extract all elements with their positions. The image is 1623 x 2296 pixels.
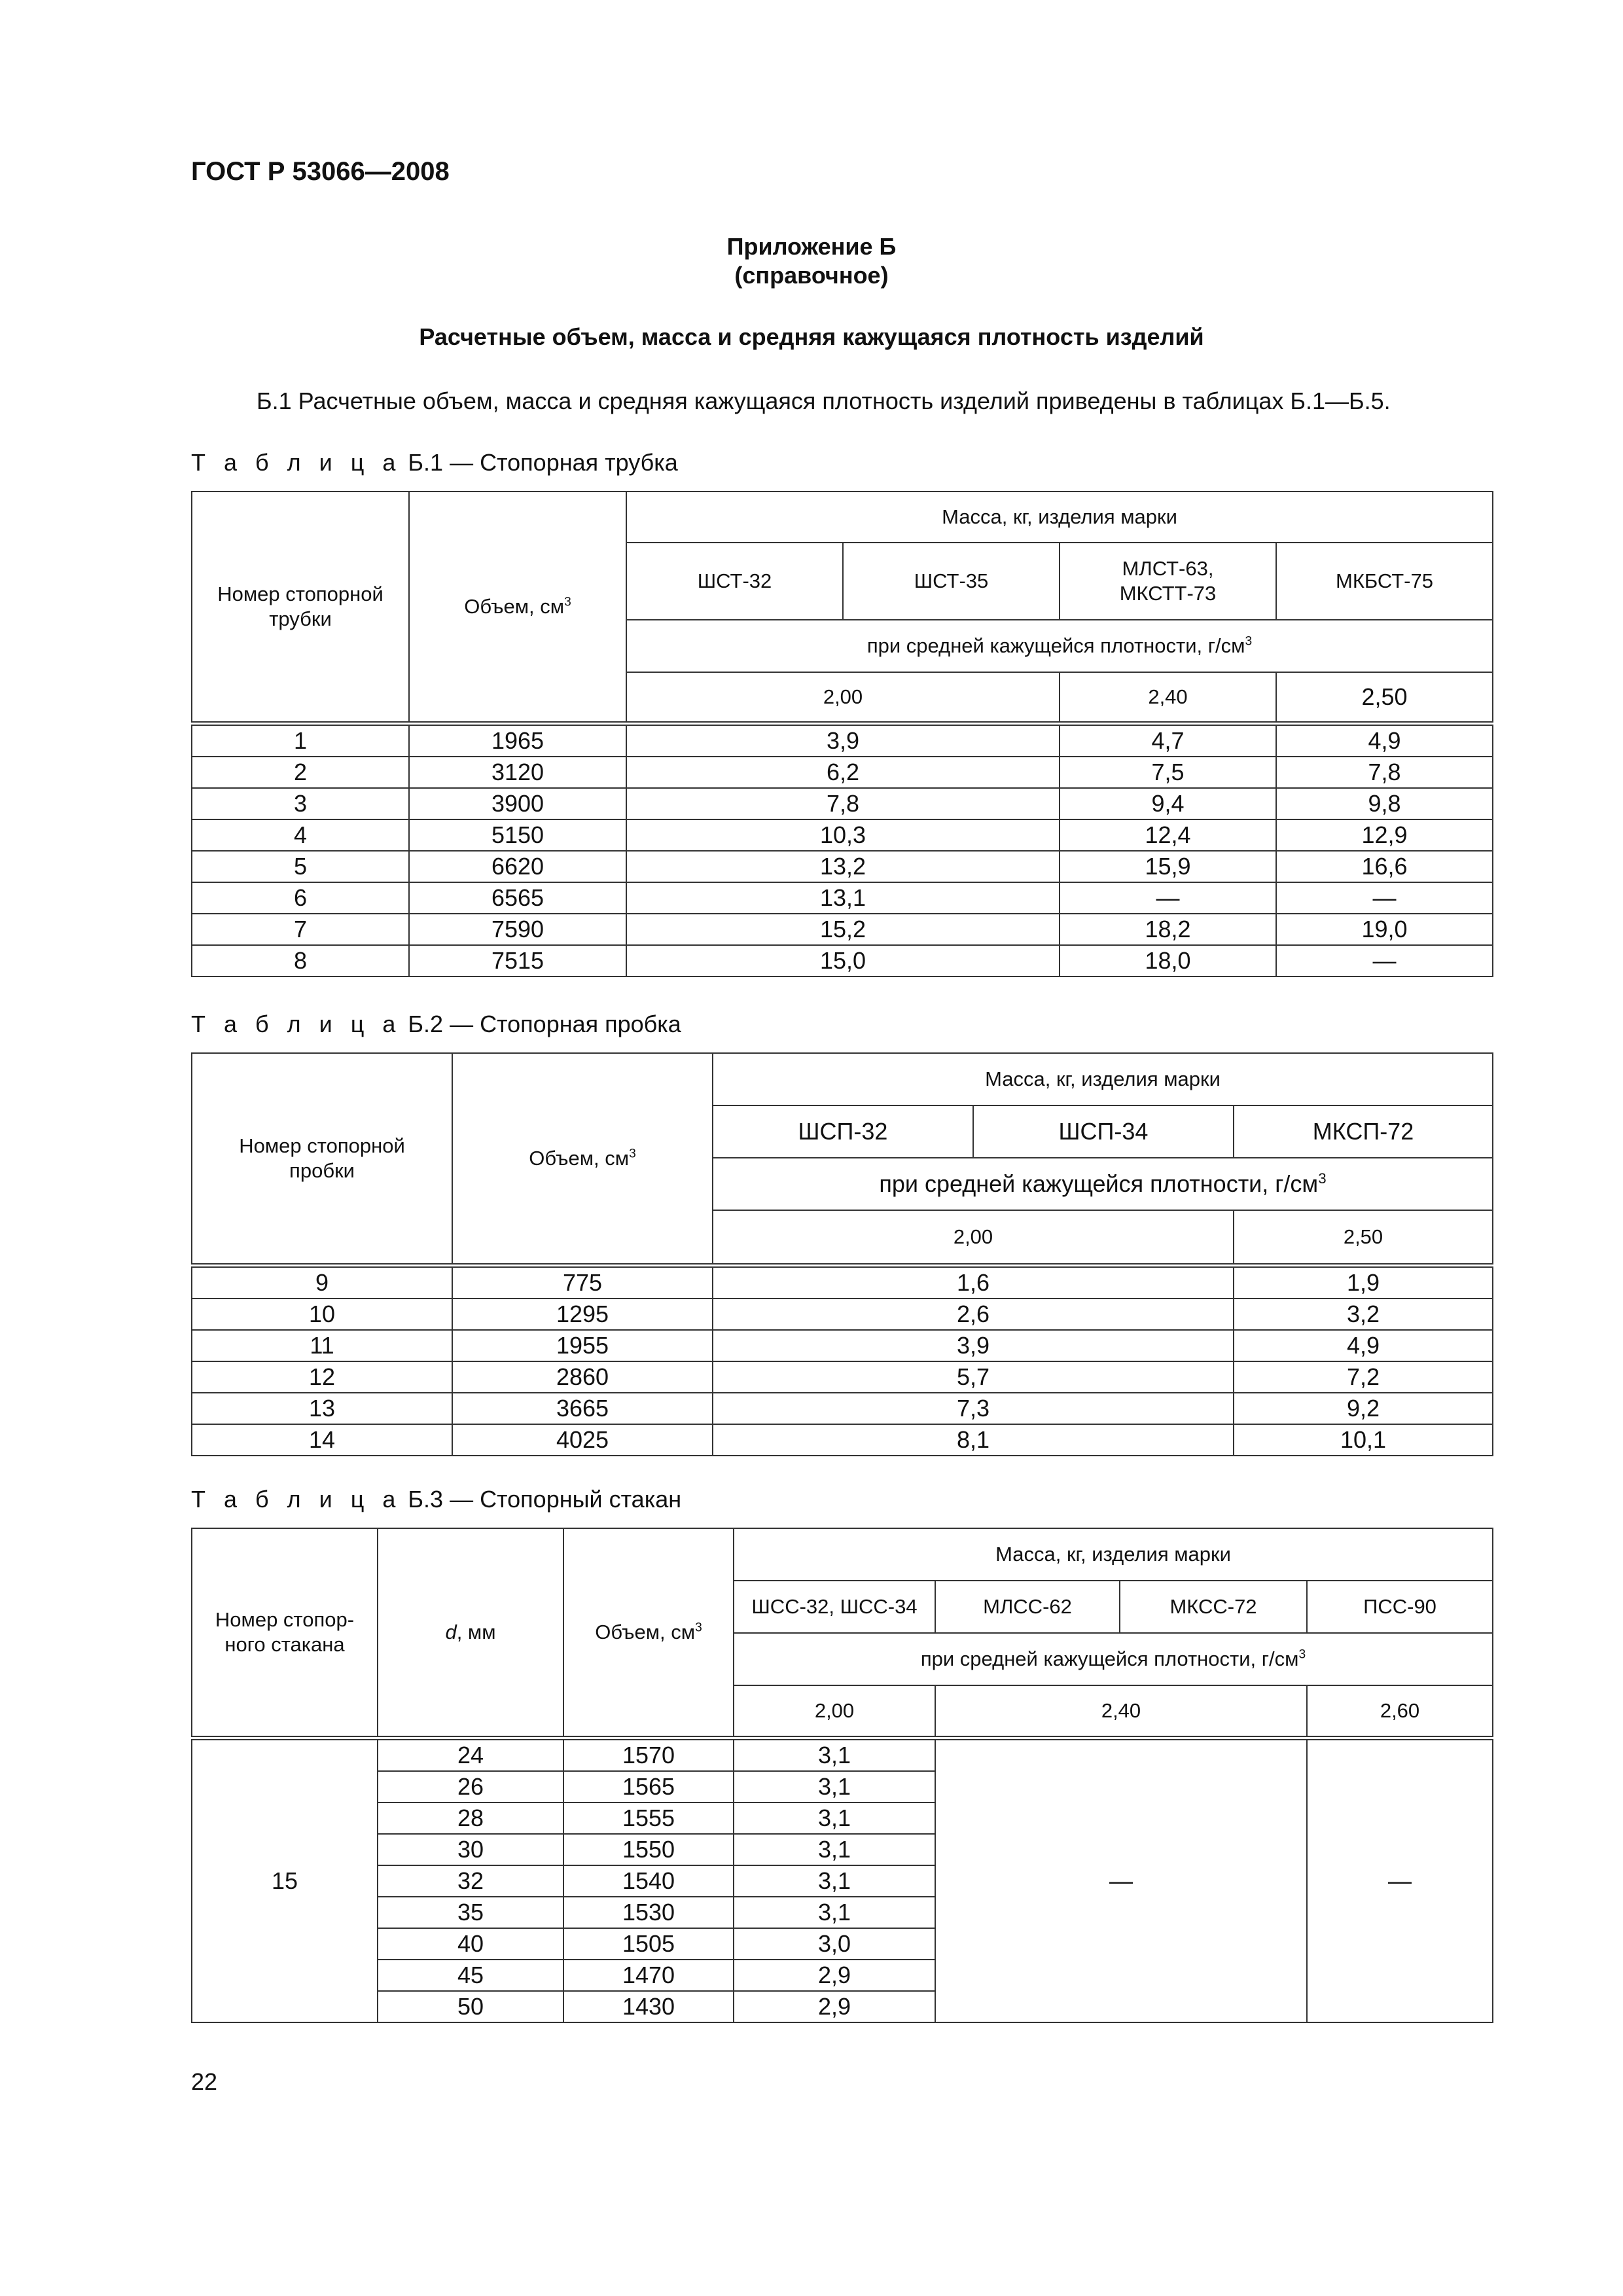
table-cell: 12,4 [1060,819,1276,851]
grade-header: МКСП-72 [1234,1105,1493,1158]
table-title: Б.3 — Стопорный стакан [408,1486,682,1513]
table-cell: 3,1 [734,1865,935,1897]
table-cell: 1295 [452,1299,713,1330]
col-header-mass: Масса, кг, изделия марки [713,1053,1493,1105]
table-row [192,945,1493,977]
table-cell: 1570 [563,1738,734,1771]
table-cell: 12 [192,1361,452,1393]
group-number-cell: 15 [192,1738,378,2022]
table-cell: 19,0 [1276,914,1493,945]
table-cell: 1470 [563,1960,734,1991]
table-cell: 3,1 [734,1738,935,1771]
table-label: Т а б л и ц а [191,1011,402,1037]
table-cell: 7,3 [713,1393,1234,1424]
table-cell: 2,9 [734,1960,935,1991]
table-cell: 6,2 [626,757,1060,788]
col-header-number: Номер стопорной пробки [192,1053,452,1265]
table-cell: 5150 [409,819,626,851]
table-cell: 4,9 [1276,723,1493,757]
grade-header: ШСС-32, ШСС-34 [734,1581,935,1633]
table-cell: 12,9 [1276,819,1493,851]
table-cell: 7 [192,914,409,945]
table-cell: 4025 [452,1424,713,1456]
appendix-kind: (справочное) [734,262,889,289]
table-cell: 1,9 [1234,1265,1493,1299]
table-cell: 13 [192,1393,452,1424]
table-cell: 10,3 [626,819,1060,851]
table-cell: 1 [192,723,409,757]
page-number: 22 [191,2068,218,2095]
table-cell: 32 [378,1865,563,1897]
density-value: 2,40 [935,1685,1307,1738]
table-cell: 8 [192,945,409,977]
table-cell: 7,2 [1234,1361,1493,1393]
table-cell: 18,0 [1060,945,1276,977]
table-cell: 3,9 [626,723,1060,757]
table-cell: 11 [192,1330,452,1361]
grade-header: ШСП-32 [713,1105,973,1158]
intro-paragraph: Б.1 Расчетные объем, масса и средняя кажущаяся плотность изделий приведены в таблицах Б.1—Б.5. [257,387,1391,414]
table-cell: 4,9 [1234,1330,1493,1361]
table-cell: 45 [378,1960,563,1991]
table-row [192,819,1493,851]
table-cell: 3 [192,788,409,819]
table-cell: 30 [378,1834,563,1865]
table-cell: 9,4 [1060,788,1276,819]
grade-header: ШСП-34 [973,1105,1234,1158]
table-row [192,1393,1493,1424]
table-row [192,1299,1493,1330]
table-cell: 3120 [409,757,626,788]
table-label: Т а б л и ц а [191,449,402,476]
density-value: 2,50 [1234,1210,1493,1265]
density-value: 2,40 [1060,672,1276,723]
table-cell: 3,1 [734,1897,935,1928]
table-cell: 9,2 [1234,1393,1493,1424]
table-cell: 15,9 [1060,851,1276,882]
merged-dash-cell: — [935,1738,1307,2022]
table-cell: — [1276,882,1493,914]
col-header-density: при средней кажущейся плотности, $г/см^3$ [713,1158,1493,1210]
table-b1-body [192,723,1493,977]
col-header-d: d, мм [378,1528,563,1738]
col-header-density: при средней кажущейся плотности, $г/см^3$ [734,1633,1493,1685]
table-row [192,851,1493,882]
table-cell: — [1060,882,1276,914]
appendix-title: Приложение Б [726,233,897,260]
table-row [192,788,1493,819]
density-value: 2,00 [734,1685,935,1738]
table-cell: 8,1 [713,1424,1234,1456]
col-header-mass: Масса, кг, изделия марки [626,492,1493,543]
table-cell: 2,9 [734,1991,935,2022]
table-cell: 10 [192,1299,452,1330]
table-cell: 7515 [409,945,626,977]
table-b2 [191,1052,1493,1456]
table-row [192,882,1493,914]
table-b2-body [192,1265,1493,1456]
table-cell: 775 [452,1265,713,1299]
table-cell: 4,7 [1060,723,1276,757]
table-b3 [191,1528,1493,2023]
col-header-volume: Объем, $см^3$ [409,492,626,723]
table-cell: 13,2 [626,851,1060,882]
grade-header: МЛСТ-63, МКСТТ-73 [1060,543,1276,620]
density-value: 2,00 [626,672,1060,723]
table-cell: 3,1 [734,1803,935,1834]
col-header-density: при средней кажущейся плотности, $г/см^3$ [626,620,1493,672]
table-cell: 3,2 [1234,1299,1493,1330]
table-row [192,757,1493,788]
table-cell: 9,8 [1276,788,1493,819]
col-header-number: Номер стопорной трубки [192,492,409,723]
grade-header: ПСС-90 [1307,1581,1493,1633]
table-row [192,914,1493,945]
table-cell: 4 [192,819,409,851]
grade-header: МКБСТ-75 [1276,543,1493,620]
density-value: 2,00 [713,1210,1234,1265]
grade-header: МКСС-72 [1120,1581,1307,1633]
table-cell: 1965 [409,723,626,757]
table-cell: 7,5 [1060,757,1276,788]
table-cell: 7,8 [1276,757,1493,788]
appendix-subject: Расчетные объем, масса и средняя кажущаяся плотность изделий [419,323,1204,350]
table-cell: 2 [192,757,409,788]
table-cell: 1430 [563,1991,734,2022]
table-cell: 40 [378,1928,563,1960]
col-header-number: Номер стопор-ного стакана [192,1528,378,1738]
table-row [192,1361,1493,1393]
table-cell: 7,8 [626,788,1060,819]
grade-header: ШСТ-35 [843,543,1060,620]
table-cell: 1540 [563,1865,734,1897]
col-header-volume: Объем, $см^3$ [452,1053,713,1265]
table-cell: 1530 [563,1897,734,1928]
table-cell: 1555 [563,1803,734,1834]
table-cell: 1955 [452,1330,713,1361]
table-cell: 1,6 [713,1265,1234,1299]
table-cell: 50 [378,1991,563,2022]
table-cell: 5,7 [713,1361,1234,1393]
table-title: Б.1 — Стопорная трубка [408,449,678,476]
table-cell: 15,2 [626,914,1060,945]
table-cell: 7590 [409,914,626,945]
grade-header: ШСТ-32 [626,543,843,620]
col-header-volume: Объем, $см^3$ [563,1528,734,1738]
table-cell: 10,1 [1234,1424,1493,1456]
table-cell: 3,9 [713,1330,1234,1361]
table-cell: 3665 [452,1393,713,1424]
table-cell: 6565 [409,882,626,914]
table-cell: 24 [378,1738,563,1771]
table-cell: 2,6 [713,1299,1234,1330]
table-cell: 2860 [452,1361,713,1393]
table-row [192,1265,1493,1299]
table-cell: 13,1 [626,882,1060,914]
table-cell: 35 [378,1897,563,1928]
density-value: 2,50 [1276,672,1493,723]
table-cell: 6 [192,882,409,914]
table-cell: 18,2 [1060,914,1276,945]
table-row [192,1738,1493,1771]
table-b3-caption [191,1486,681,1513]
table-row [192,1424,1493,1456]
document-code: ГОСТ Р 53066—2008 [191,157,450,186]
table-title: Б.2 — Стопорная пробка [408,1011,681,1037]
merged-dash-cell: — [1307,1738,1493,2022]
grade-header: МЛСС-62 [935,1581,1120,1633]
table-cell: 5 [192,851,409,882]
table-b2-caption [191,1011,681,1038]
table-row [192,1330,1493,1361]
col-header-mass: Масса, кг, изделия марки [734,1528,1493,1581]
table-cell: 1550 [563,1834,734,1865]
table-cell: — [1276,945,1493,977]
table-b3-body [192,1738,1493,2022]
table-cell: 9 [192,1265,452,1299]
table-cell: 1565 [563,1771,734,1803]
table-row [192,723,1493,757]
table-b1-caption [191,449,678,476]
table-b1 [191,491,1493,977]
table-cell: 14 [192,1424,452,1456]
table-cell: 26 [378,1771,563,1803]
density-value: 2,60 [1307,1685,1493,1738]
table-cell: 16,6 [1276,851,1493,882]
table-cell: 1505 [563,1928,734,1960]
table-cell: 3,1 [734,1771,935,1803]
table-cell: 3900 [409,788,626,819]
table-cell: 3,0 [734,1928,935,1960]
table-cell: 6620 [409,851,626,882]
table-cell: 15,0 [626,945,1060,977]
table-cell: 28 [378,1803,563,1834]
table-label: Т а б л и ц а [191,1486,402,1513]
table-cell: 3,1 [734,1834,935,1865]
